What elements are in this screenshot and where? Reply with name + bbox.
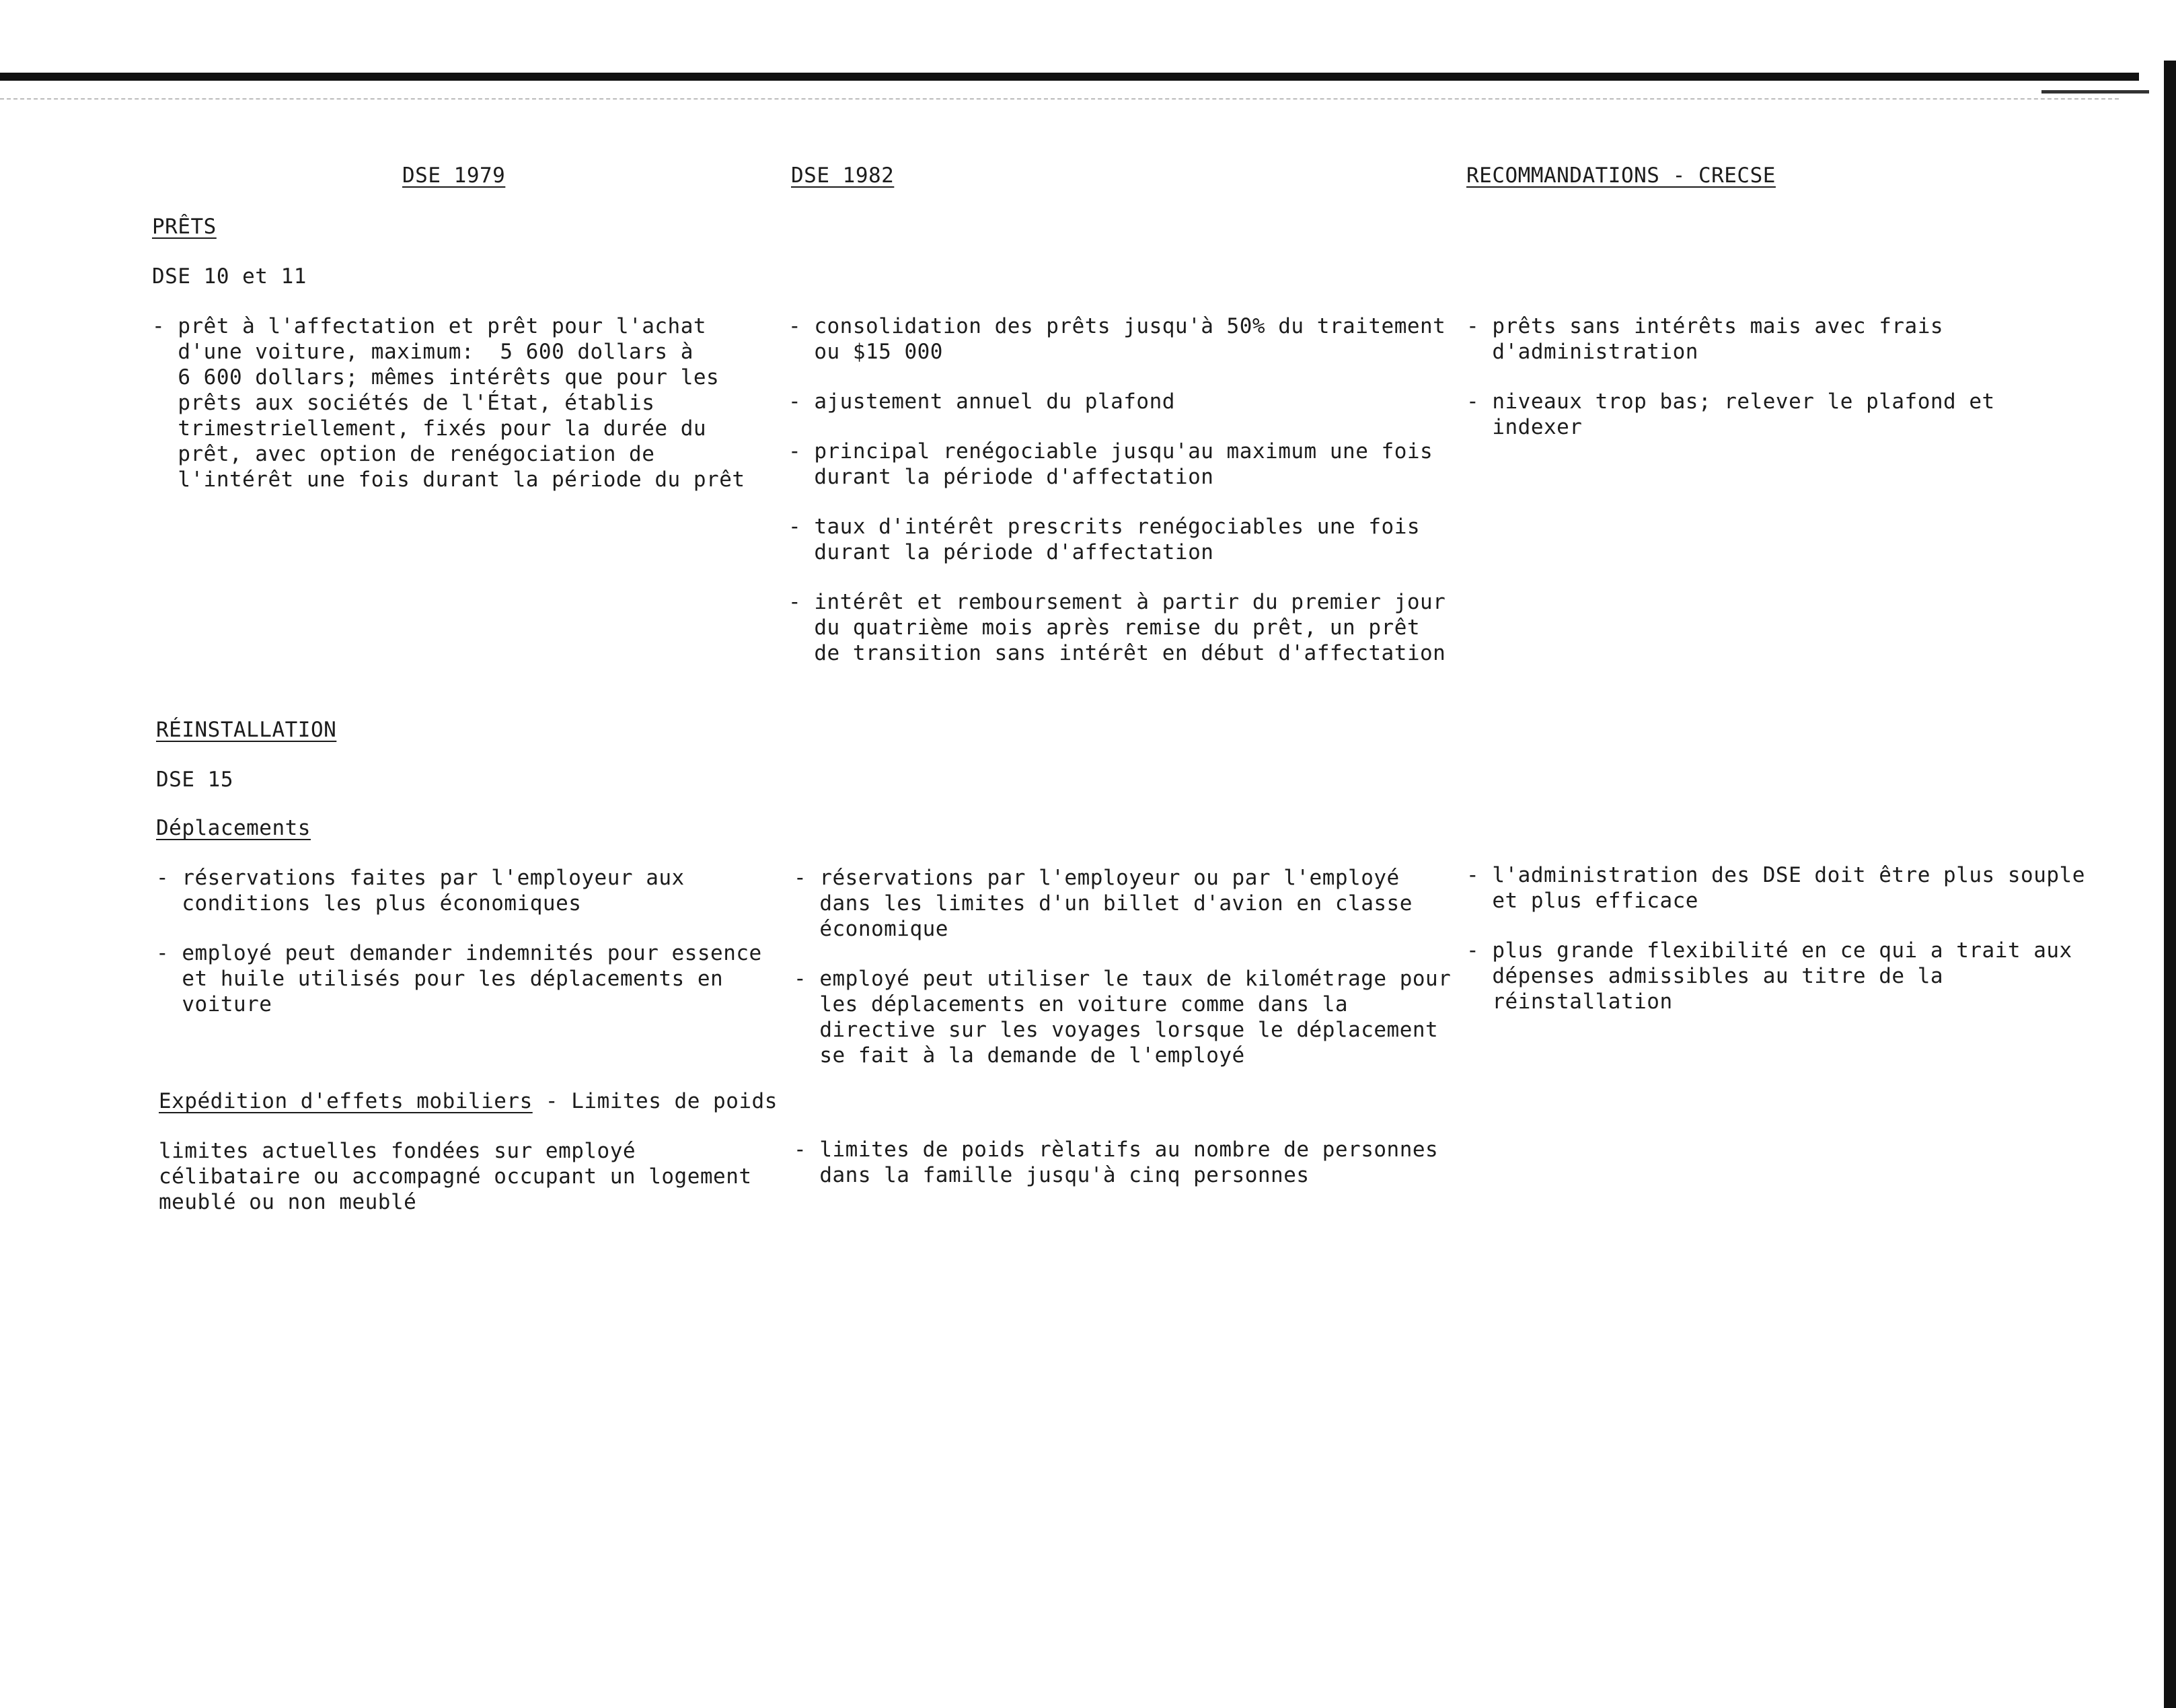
expedition-col2-block (794, 1137, 1438, 1188)
text-line: conditions les plus économiques (156, 891, 582, 916)
text-line: - réservations par l'employeur ou par l'employé (794, 866, 1400, 890)
text-line: - prêts sans intérêts mais avec frais (1466, 314, 1944, 338)
text-line: d'une voiture, maximum: 5 600 dollars à (152, 340, 693, 364)
list-item (788, 313, 1446, 365)
text-line: durant la période d'affectation (788, 465, 1214, 489)
header-dse-1982: DSE 1982 (791, 163, 895, 188)
reinstallation-ref: DSE 15 (156, 768, 233, 792)
section-title-prets: PRÊTS (152, 215, 217, 239)
subsection-expedition (159, 1088, 778, 1114)
list-item (156, 865, 762, 916)
faint-rule (0, 98, 2119, 100)
list-item (788, 389, 1446, 414)
right-rule-mark (2041, 90, 2149, 94)
text-line: - principal renégociable jusqu'au maximum une fois (788, 439, 1433, 463)
list-item (156, 940, 762, 1017)
text-line: voiture (156, 992, 272, 1016)
deplacements-col2-block (794, 865, 1451, 1068)
list-item (1466, 862, 2085, 914)
text-line: l'intérêt une fois durant la période du prêt (152, 468, 745, 492)
list-item (1466, 313, 1995, 365)
expedition-title: Expédition d'effets mobiliers (159, 1089, 533, 1113)
text-line: dans la famille jusqu'à cinq personnes (794, 1163, 1310, 1187)
text-line: - ajustement annuel du plafond (788, 389, 1175, 414)
text-line: - intérêt et remboursement à partir du premier jour (788, 590, 1446, 614)
text-line: réinstallation (1466, 990, 1673, 1014)
text-line: du quatrième mois après remise du prêt, un prêt (788, 616, 1421, 640)
list-item (794, 966, 1451, 1068)
text-line: durant la période d'affectation (788, 540, 1214, 564)
prets-col1-block (152, 313, 745, 492)
text-line: - consolidation des prêts jusqu'à 50% du traitement (788, 314, 1446, 338)
text-line: directive sur les voyages lorsque le déplacement (794, 1018, 1439, 1042)
text-line: indexer (1466, 415, 1583, 439)
text-line: - employé peut demander indemnités pour essence (156, 941, 762, 965)
deplacements-col1-block (156, 865, 762, 1017)
expedition-suffix: - Limites de poids (532, 1089, 778, 1113)
text-line: ou $15 000 (788, 340, 943, 364)
text-line: prêt, avec option de renégociation de (152, 442, 655, 466)
text-line: et huile utilisés pour les déplacements en (156, 967, 724, 991)
expedition-col1-block (159, 1138, 752, 1215)
text-line: dans les limites d'un billet d'avion en classe (794, 891, 1413, 916)
right-page-edge (2152, 61, 2176, 1708)
top-border-bar (0, 73, 2139, 81)
list-item (1466, 938, 2085, 1014)
text-line: trimestriellement, fixés pour la durée du (152, 416, 707, 441)
section-title-reinstallation: RÉINSTALLATION (156, 718, 337, 742)
list-item (788, 589, 1446, 666)
deplacements-col3-block (1466, 862, 2085, 1014)
text-line: - taux d'intérêt prescrits renégociables une fois (788, 515, 1421, 539)
prets-col3-block (1466, 313, 1995, 440)
text-line: dépenses admissibles au titre de la (1466, 964, 1944, 988)
list-item (794, 865, 1451, 942)
prets-col2-block (788, 313, 1446, 666)
text-line: - niveaux trop bas; relever le plafond et (1466, 389, 1995, 414)
text-line: - l'administration des DSE doit être plus souple (1466, 863, 2085, 887)
text-line: et plus efficace (1466, 889, 1698, 913)
text-line: - plus grande flexibilité en ce qui a trait aux (1466, 938, 2072, 963)
text-line: limites actuelles fondées sur employé (159, 1139, 636, 1163)
text-line: prêts aux sociétés de l'État, établis (152, 391, 655, 415)
text-line: 6 600 dollars; mêmes intérêts que pour les (152, 365, 720, 389)
prets-ref: DSE 10 et 11 (152, 264, 307, 289)
text-line: - réservations faites par l'employeur aux (156, 866, 685, 890)
text-line: célibataire ou accompagné occupant un logement (159, 1164, 752, 1189)
text-line: économique (794, 917, 948, 941)
subsection-deplacements: Déplacements (156, 816, 311, 840)
text-line: meublé ou non meublé (159, 1190, 417, 1214)
list-item (788, 439, 1446, 490)
header-dse-1979: DSE 1979 (402, 163, 506, 188)
text-line: - limites de poids rèlatifs au nombre de personnes (794, 1138, 1439, 1162)
text-line: - prêt à l'affectation et prêt pour l'achat (152, 314, 707, 338)
list-item (1466, 389, 1995, 440)
header-recommandations: RECOMMANDATIONS - CRECSE (1466, 163, 1776, 188)
text-line: d'administration (1466, 340, 1698, 364)
text-line: - employé peut utiliser le taux de kilométrage pour (794, 967, 1452, 991)
text-line: de transition sans intérêt en début d'affectation (788, 641, 1446, 665)
list-item (788, 514, 1446, 565)
text-line: se fait à la demande de l'employé (794, 1043, 1245, 1068)
text-line: les déplacements en voiture comme dans la (794, 992, 1349, 1016)
